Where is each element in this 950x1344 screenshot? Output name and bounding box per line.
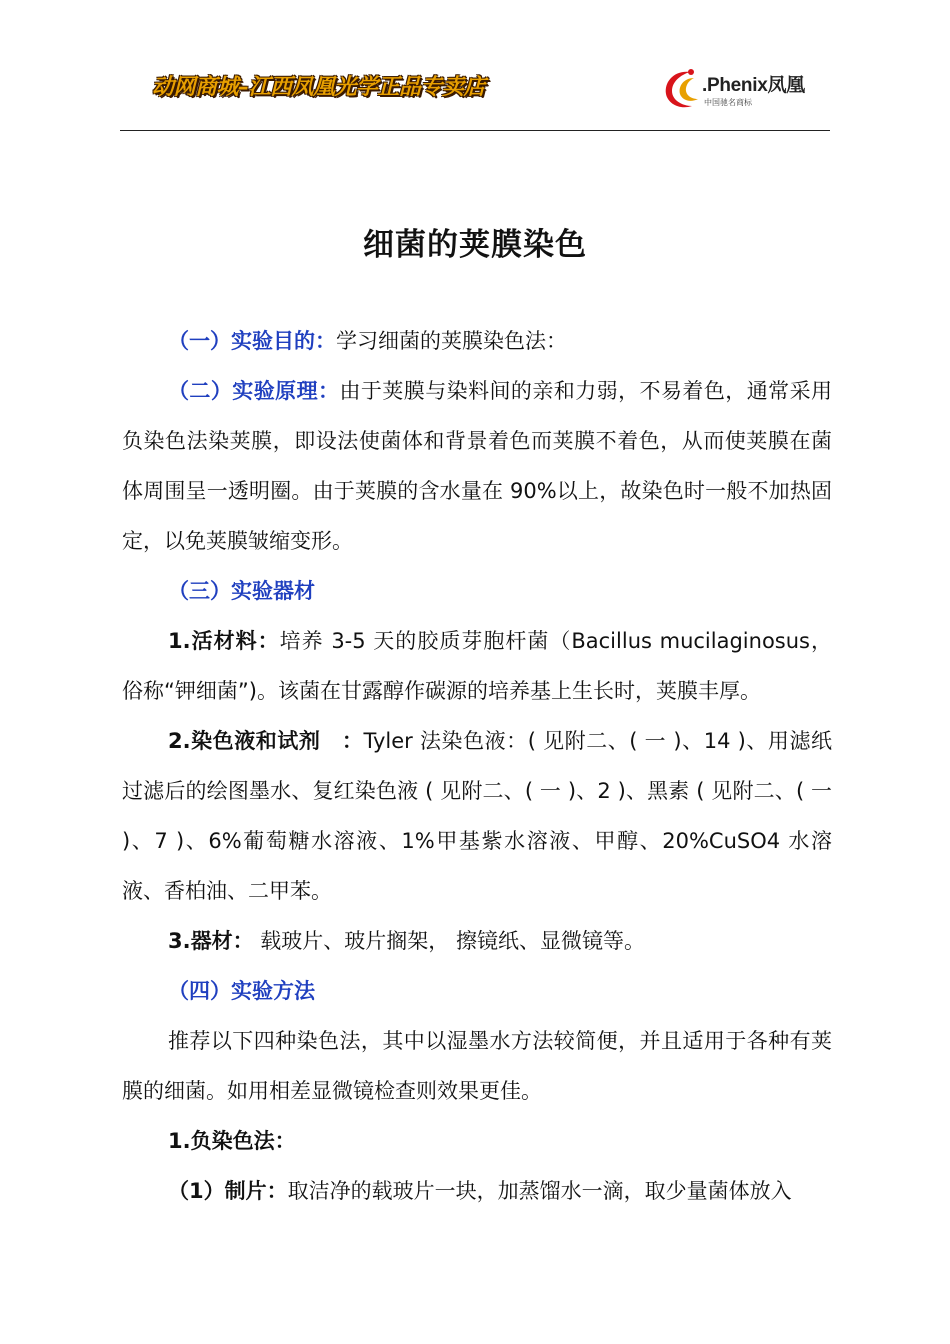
logo-brand: .Phenix凤凰 <box>702 75 805 96</box>
phoenix-swirl-icon <box>660 66 704 112</box>
document-title: 细菌的荚膜染色 <box>363 226 587 263</box>
document-body <box>122 316 832 1216</box>
material-reagents <box>122 716 832 916</box>
method-negative-stain-label: 1.负染色法： <box>168 1129 296 1153</box>
material-live <box>122 616 832 716</box>
material-equipment <box>122 916 832 966</box>
step-prepare-slide-label: （1）制片： <box>168 1179 288 1203</box>
header-divider <box>120 130 830 131</box>
material-live-text: 培养 3-5 天的胶质芽胞杆菌（Bacillus mucilaginosus，俗称“钾细菌”)。该菌在甘露醇作碳源的培养基上生长时，荚膜丰厚。 <box>122 629 832 703</box>
material-reagents-label: 2.染色液和试剂 ： <box>168 729 364 753</box>
material-reagents-text: Tyler 法染色液：( 见附二、( 一 )、14 )、用滤纸过滤后的绘图墨水、复红染色液 ( 见附二、( 一 )、2 )、黑素 ( 见附二、( 一 )、7 )、6%葡萄糖水溶液、1%甲基紫水溶液、甲醇、20%CuSO4 水溶液、香柏油、二甲苯。 <box>122 729 832 903</box>
logo-subtitle: 中国驰名商标 <box>704 98 752 107</box>
section-purpose-label: （一）实验目的： <box>168 329 336 353</box>
page-header <box>120 62 830 132</box>
step-prepare-slide <box>122 1166 832 1216</box>
section-method <box>122 966 832 1016</box>
section-purpose-text: 学习细菌的荚膜染色法： <box>336 329 567 353</box>
method-intro: 推荐以下四种染色法，其中以湿墨水方法较简便，并且适用于各种有荚膜的细菌。如用相差显微镜检查则效果更佳。 <box>122 1029 832 1103</box>
section-principle-text: 由于荚膜与染料间的亲和力弱，不易着色，通常采用负染色法染荚膜，即设法使菌体和背景着色而荚膜不着色，从而使荚膜在菌体周围呈一透明圈。由于荚膜的含水量在 90%以上，故染色时一般不加热固定，以免荚膜皱缩变形。 <box>122 379 833 553</box>
material-equipment-label: 3.器材： <box>168 929 254 953</box>
section-principle-label: （二）实验原理： <box>168 379 340 403</box>
section-materials-label: （三）实验器材 <box>168 579 315 603</box>
step-prepare-slide-text: 取洁净的载玻片一块，加蒸馏水一滴，取少量菌体放入 <box>287 1179 792 1203</box>
phenix-logo <box>660 64 810 116</box>
store-name: 动网商城–江西凤凰光学正品专卖店 <box>152 75 486 100</box>
section-principle <box>122 366 832 566</box>
section-purpose <box>122 316 832 366</box>
material-equipment-text: 载玻片、玻片搁架， 擦镜纸、显微镜等。 <box>253 929 645 953</box>
section-materials <box>122 566 832 616</box>
section-method-label: （四）实验方法 <box>168 979 315 1003</box>
method-negative-stain <box>122 1116 832 1166</box>
material-live-label: 1.活材料： <box>168 629 280 653</box>
